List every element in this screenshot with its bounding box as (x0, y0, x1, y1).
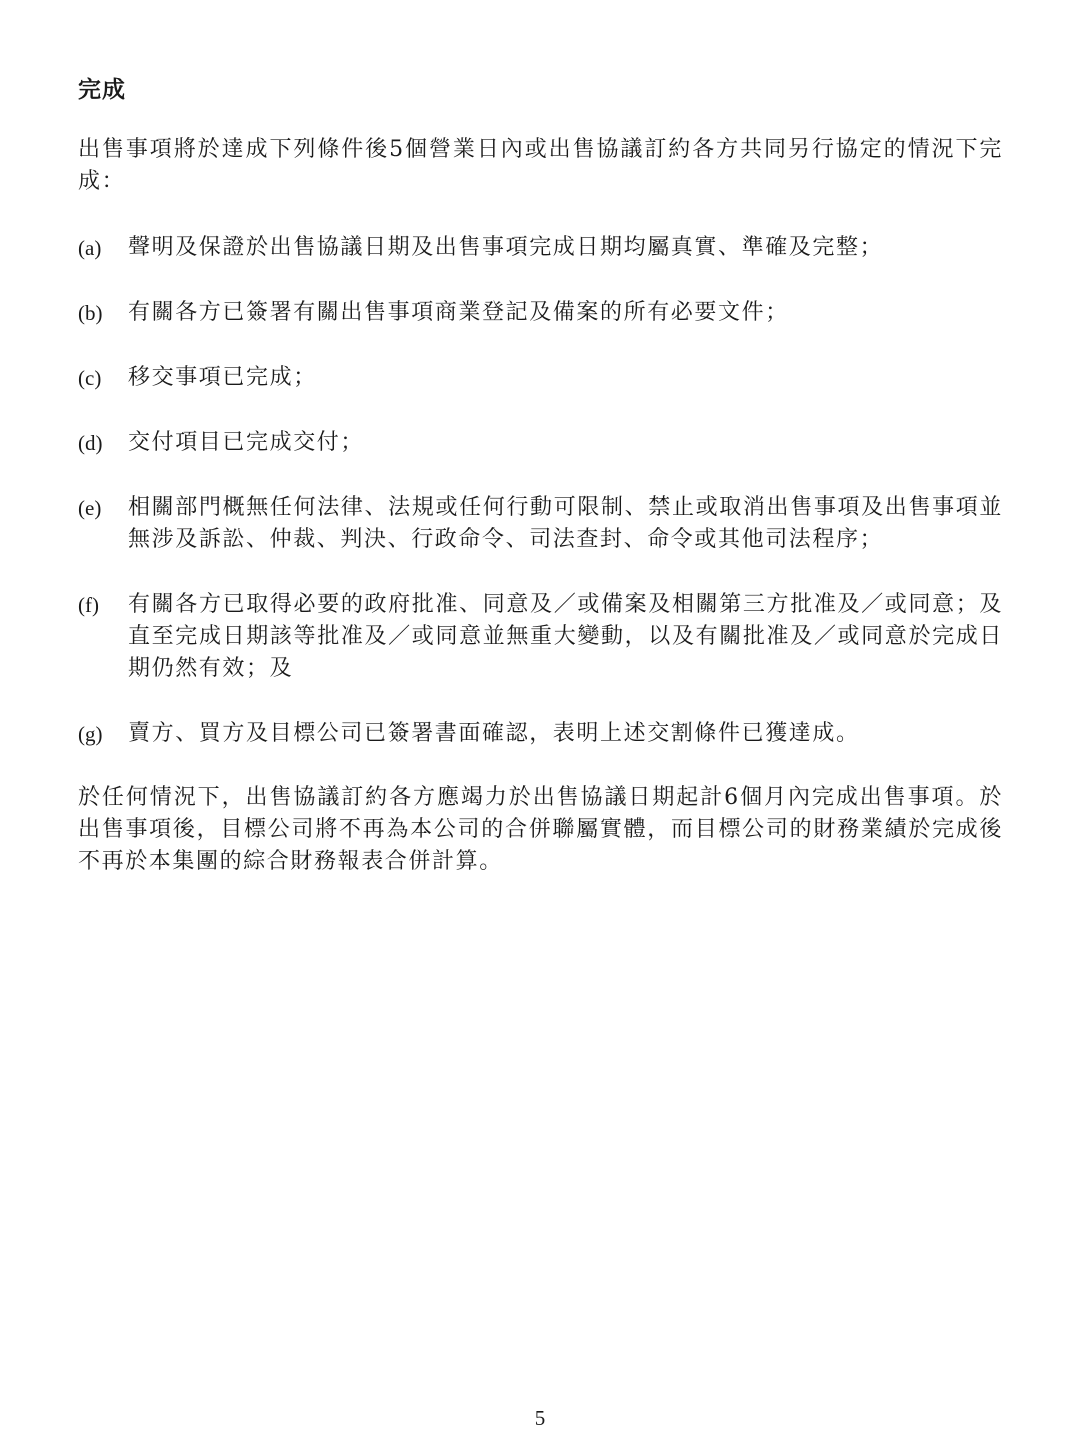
condition-item-a (78, 232, 1003, 264)
conditions-list (78, 232, 1003, 750)
condition-item-d (78, 427, 1003, 459)
condition-label: (g) (78, 722, 103, 746)
condition-text: 聲明及保證於出售協議日期及出售事項完成日期均屬真實、準確及完整； (128, 235, 884, 260)
page-number: 5 (534, 1406, 546, 1430)
condition-item-c (78, 362, 1003, 394)
condition-text: 有關各方已簽署有關出售事項商業登記及備案的所有必要文件； (128, 300, 789, 325)
intro-paragraph: 出售事項將於達成下列條件後5個營業日內或出售協議訂約各方共同另行協定的情況下完成： (78, 137, 1003, 194)
condition-label: (d) (78, 431, 103, 455)
document-body (78, 70, 1003, 878)
conclusion-paragraph: 於任何情況下，出售協議訂約各方應竭力於出售協議日期起計6個月內完成出售事項。於出售事項後，目標公司將不再為本公司的合併聯屬實體，而目標公司的財務業績於完成後不再於本集團的綜合財務報表合併計算。 (78, 785, 1003, 874)
condition-text: 有關各方已取得必要的政府批准、同意及／或備案及相關第三方批准及／或同意；及直至完成日期該等批准及／或同意並無重大變動，以及有關批准及／或同意於完成日期仍然有效；及 (128, 592, 1003, 681)
section-heading: 完成 (78, 77, 126, 103)
condition-label: (a) (78, 236, 102, 260)
condition-item-f (78, 589, 1003, 685)
condition-item-e (78, 492, 1003, 556)
condition-item-b (78, 297, 1003, 329)
condition-text: 相關部門概無任何法律、法規或任何行動可限制、禁止或取消出售事項及出售事項並無涉及訴訟、仲裁、判決、行政命令、司法查封、命令或其他司法程序； (128, 495, 1003, 552)
condition-label: (b) (78, 301, 103, 325)
condition-label: (c) (78, 366, 102, 390)
condition-label: (f) (78, 593, 99, 617)
condition-text: 賣方、買方及目標公司已簽署書面確認，表明上述交割條件已獲達成。 (128, 721, 860, 746)
condition-label: (e) (78, 496, 102, 520)
condition-text: 移交事項已完成； (128, 365, 317, 390)
condition-text: 交付項目已完成交付； (128, 430, 365, 455)
condition-item-g (78, 718, 1003, 750)
